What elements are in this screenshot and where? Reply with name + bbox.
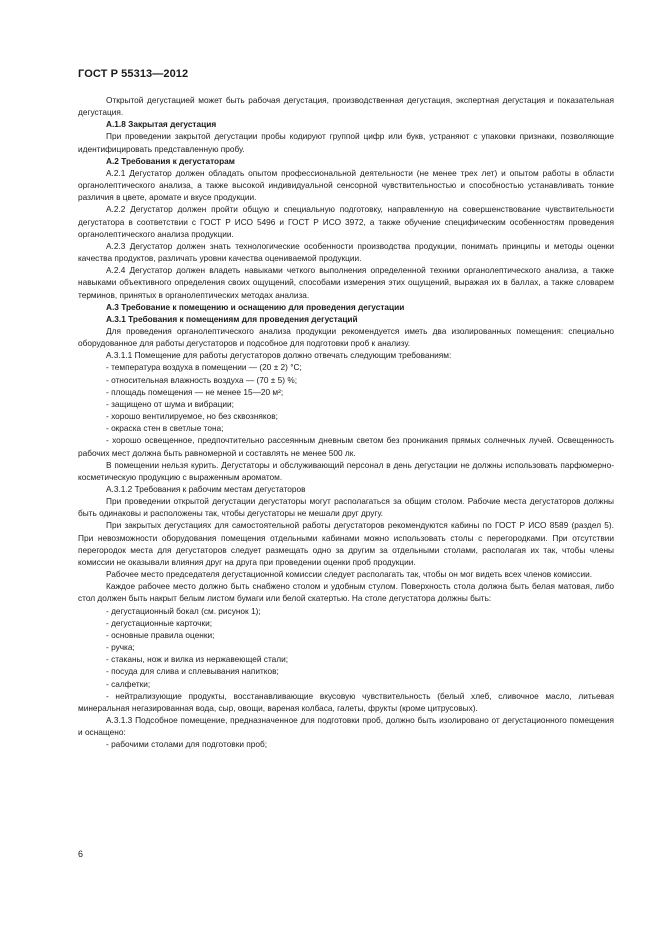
paragraph: - защищено от шума и вибрации; (106, 398, 234, 409)
paragraph: В помещении нельзя курить. Дегустаторы и обслуживающий персонал в день дегустации не должны использовать парфюмерно-косметическую продукцию с выраженным ароматом. (78, 459, 614, 482)
paragraph: Для проведения органолептического анализа продукции рекомендуется иметь два изолированных помещения: специально оборудованное для работы дегустаторов и подсобное для подготовки проб к анализу. (78, 325, 614, 349)
paragraph: При закрытых дегустациях для самостоятельной работы дегустаторов рекомендуются кабины по ГОСТ Р ИСО 8589 (раздел 5). При невозможности оборудования помещения отдельными кабинами можно использовать столы с перегородками. При отсутствии перегородок места для дегустаторов следует размещать одно за другим за отдельными столами, располагая их так, чтобы члены комиссии не оказывали влияния друг на друга при проведении оценки проб продукции. (78, 520, 614, 567)
paragraph: Открытой дегустацией может быть рабочая дегустация, производственная дегустация, экспертная дегустация и показательная дегустация. (78, 95, 614, 118)
paragraph: - окраска стен в светлые тона; (106, 423, 224, 434)
paragraph: A.2.2 Дегустатор должен пройти общую и специальную подготовку, направленную на совершенствование чувствительности дегустатора в соответствии с ГОСТ Р ИСО 5496 и ГОСТ Р ИСО 3972, а также обучение специфическим особенностям проведения органолептического анализа продукции. (78, 204, 614, 239)
section-heading: A.1.8 Закрытая дегустация (106, 119, 217, 130)
paragraph: A.3.1.1 Помещение для работы дегустаторов должно отвечать следующим требованиям: (106, 350, 452, 361)
document-header: ГОСТ Р 55313—2012 (78, 68, 189, 80)
paragraph: - основные правила оценки; (106, 629, 215, 640)
paragraph: - салфетки; (106, 678, 151, 689)
paragraph: - ручка; (106, 642, 135, 653)
paragraph: A.2.1 Дегустатор должен обладать опытом профессиональной деятельности (не менее трех лет) и опытом работы в области органолептического анализа, а также высокой индивидуальной сенсорной чувствительностью и способностью устанавливать тонкие различия в цвете, аромате и вкусе продукции. (78, 167, 614, 203)
paragraph: A.2.4 Дегустатор должен владеть навыками четкого выполнения определенной техники органолептического анализа, а также навыками объективного определения своих ощущений, способами измерения этих ощущений, выражая их в баллах, а также словарем терминов, принятых в органолептических методах анализа. (78, 265, 614, 300)
page-number: 6 (78, 849, 84, 859)
paragraph: - дегустационные карточки; (106, 617, 213, 628)
paragraph: - хорошо освещенное, предпочтительно рассеянным дневным светом без проникания прямых солнечных лучей. Освещенность рабочих мест должна быть равномерной и составлять не менее 500 лк. (78, 435, 614, 458)
section-heading: A.3.1 Требования к помещениям для проведения дегустаций (106, 313, 358, 324)
paragraph: - стаканы, нож и вилка из нержавеющей стали; (106, 654, 289, 665)
paragraph: A.3.1.3 Подсобное помещение, предназначенное для подготовки проб, должно быть изолировано от дегустационного помещения и оснащено: (78, 714, 614, 738)
paragraph: A.2.3 Дегустатор должен знать технологические особенности производства продукции, понимать принципы и методы оценки качества продуктов, различать уровни качества оцениваемой продукции. (78, 240, 614, 264)
paragraph: Каждое рабочее место должно быть снабжено столом и удобным стулом. Поверхность стола должна быть белая матовая, либо стол должен быть накрыт белым листом бумаги или белой скатертью. На столе дегустатора должны быть: (78, 581, 614, 604)
paragraph: - дегустационный бокал (см. рисунок 1); (106, 605, 261, 616)
paragraph: - температура воздуха в помещении — (20 ± 2) °С; (106, 362, 302, 373)
document-body (78, 94, 614, 750)
paragraph: При проведении закрытой дегустации пробы кодируют группой цифр или букв, устраняют с упаковки признаки, позволяющие идентифицировать представленную пробу. (78, 131, 614, 154)
section-heading: A.3 Требование к помещению и оснащению для проведения дегустации (106, 301, 405, 312)
paragraph: - площадь помещения — не менее 15—20 м²; (106, 386, 284, 397)
paragraph: - относительная влажность воздуха — (70 ± 5) %; (106, 374, 298, 385)
paragraph: При проведении открытой дегустации дегустаторы могут располагаться за общим столом. Рабочие места дегустаторов должны быть одинаковы и расположены так, чтобы дегустаторы не мешали друг другу. (78, 496, 614, 519)
paragraph: - хорошо вентилируемое, но без сквозняков; (106, 411, 278, 422)
paragraph: - нейтрализующие продукты, восстанавливающие вкусовую чувствительность (белый хлеб, сливочное масло, литьевая минеральная негазированная вода, сыр, овощи, вареная колбаса, галеты, фрукты (кроме цитрусовых). (78, 690, 614, 713)
paragraph: A.3.1.2 Требования к рабочим местам дегустаторов (106, 484, 306, 494)
paragraph: - посуда для слива и сплевывания напитков; (106, 666, 279, 677)
paragraph: Рабочее место председателя дегустационной комиссии следует располагать так, чтобы он мог видеть всех членов комиссии. (106, 569, 593, 580)
paragraph: - рабочими столами для подготовки проб; (106, 739, 268, 750)
section-heading: A.2 Требования к дегустаторам (106, 155, 235, 166)
